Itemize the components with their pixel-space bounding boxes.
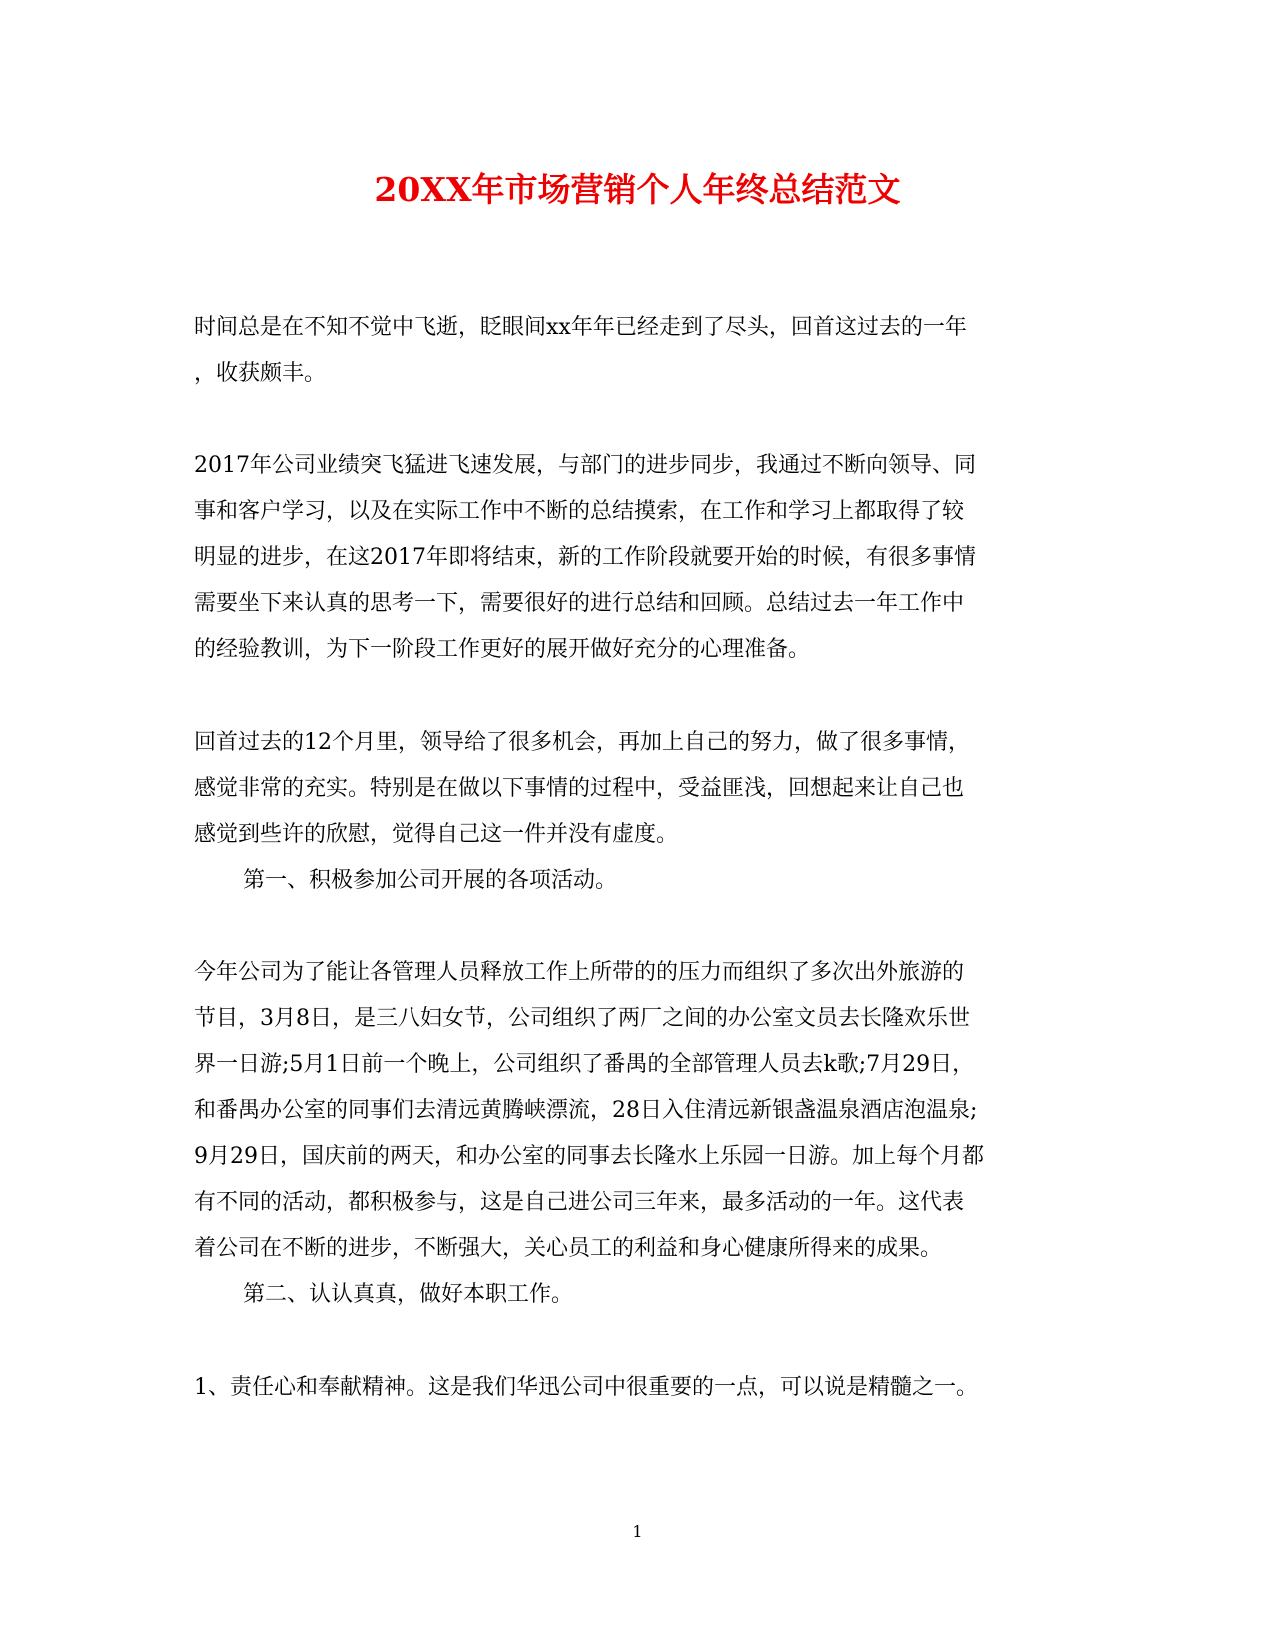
paragraph-line: 9月29日，国庆前的两天，和办公室的同事去长隆水上乐园一日游。加上每个月都 — [194, 1144, 984, 1169]
paragraph-line: 的经验教训，为下一阶段工作更好的展开做好充分的心理准备。 — [194, 637, 811, 662]
paragraph-line: 和番禺办公室的同事们去清远黄腾峡漂流，28日入住清远新银盏温泉酒店泡温泉; — [194, 1098, 978, 1123]
document-title: 20XX年市场营销个人年终总结范文 — [374, 170, 901, 209]
paragraph-line: 有不同的活动，都积极参与，这是自己进公司三年来，最多活动的一年。这代表 — [194, 1190, 965, 1215]
paragraph-line: 时间总是在不知不觉中飞逝，眨眼间xx年年已经走到了尽头，回首这过去的一年 — [194, 315, 967, 340]
paragraph-line: 界一日游;5月1日前一个晚上，公司组织了番禺的全部管理人员去k歌;7月29日， — [194, 1052, 975, 1077]
paragraph-line: 节目，3月8日，是三八妇女节，公司组织了两厂之间的办公室文员去长隆欢乐世 — [194, 1006, 970, 1031]
paragraph-line: ，收获颇丰。 — [194, 361, 327, 386]
paragraph-line: 今年公司为了能让各管理人员释放工作上所带的的压力而组织了多次出外旅游的 — [194, 960, 965, 985]
page-number: 1 — [632, 1522, 643, 1541]
paragraph-line: 感觉到些许的欣慰，觉得自己这一件并没有虚度。 — [194, 822, 679, 847]
paragraph-line: 需要坐下来认真的思考一下，需要很好的进行总结和回顾。总结过去一年工作中 — [194, 591, 965, 616]
paragraph-line: 事和客户学习，以及在实际工作中不断的总结摸索，在工作和学习上都取得了较 — [194, 499, 965, 524]
paragraph-line: 明显的进步，在这2017年即将结束，新的工作阶段就要开始的时候，有很多事情 — [194, 545, 976, 570]
paragraph-line: 感觉非常的充实。特别是在做以下事情的过程中，受益匪浅，回想起来让自己也 — [194, 776, 965, 801]
paragraph-line: 1、责任心和奉献精神。这是我们华迅公司中很重要的一点，可以说是精髓之一。 — [194, 1375, 978, 1400]
section-heading: 第二、认认真真，做好本职工作。 — [243, 1282, 574, 1307]
paragraph-line: 着公司在不断的进步，不断强大，关心员工的利益和身心健康所得来的成果。 — [194, 1236, 943, 1261]
paragraph-line: 2017年公司业绩突飞猛进飞速发展，与部门的进步同步，我通过不断向领导、同 — [194, 453, 976, 478]
section-heading: 第一、积极参加公司开展的各项活动。 — [243, 868, 618, 893]
paragraph-line: 回首过去的12个月里，领导给了很多机会，再加上自己的努力，做了很多事情， — [194, 730, 970, 755]
